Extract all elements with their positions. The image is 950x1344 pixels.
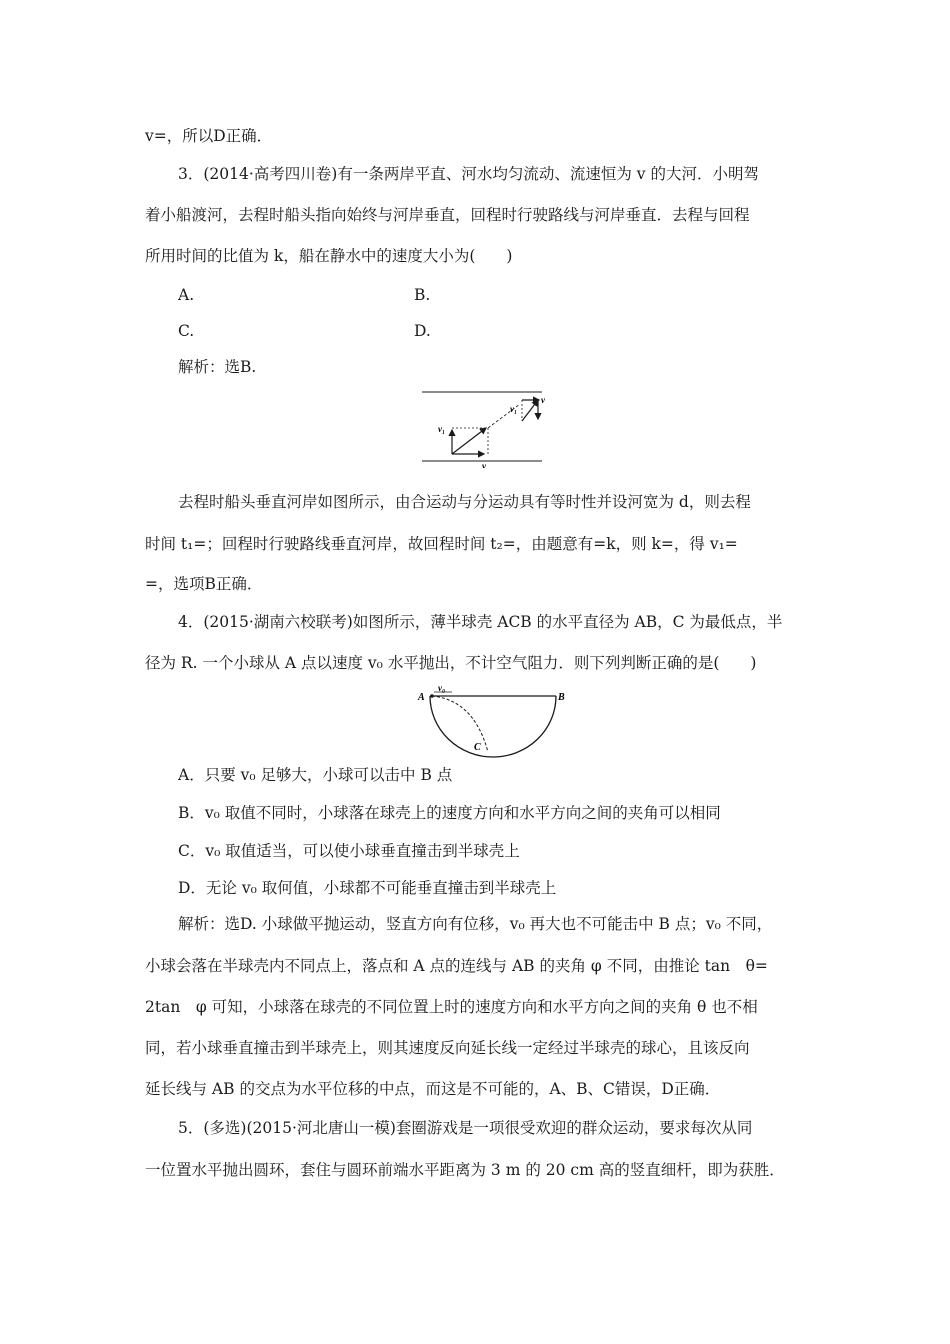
label-v0: v₀ [438,683,446,693]
label-v1-left: v₁ [438,424,446,434]
explanation-4-line-4: 同，若小球垂直撞击到半球壳上，则其速度反向延长线一定经过半球壳的球心，且该反向 [145,1039,750,1057]
resultant-vector [452,428,486,454]
solution-3: 解析：选B. [178,358,257,376]
label-a: A [418,692,425,703]
v1-vector-right [522,400,538,421]
label-v1-right: v₁ [510,404,518,414]
question-3-line-1: 3．(2014·高考四川卷)有一条两岸平直、河水均匀流动、流速恒为 v 的大河．小明驾 [178,165,759,183]
explanation-4-line-1: 解析：选D. 小球做平抛运动，竖直方向有位移，v₀ 再大也不可能击中 B 点；v₀ 不同， [178,915,773,933]
question-4-option-b: B．v₀ 取值不同时，小球落在球壳上的速度方向和水平方向之间的夹角可以相同 [178,804,721,822]
explanation-3-line-1: 去程时船头垂直河岸如图所示，由合运动与分运动具有等时性并设河宽为 d，则去程 [178,493,751,511]
question-5-line-1: 5．(多选)(2015·河北唐山一模)套圈游戏是一项很受欢迎的群众运动，要求每次从同 [178,1119,753,1137]
label-c: C [474,742,481,753]
text-line: v=，所以D正确． [145,127,273,145]
ball [430,694,434,698]
question-5-line-2: 一位置水平抛出圆环，套住与圆环前端水平距离为 3 m 的 20 cm 高的竖直细杆，即为获胜． [145,1161,785,1179]
explanation-4-line-2: 小球会落在半球壳内不同点上，落点和 A 点的连线与 AB 的夹角 φ 不同，由推论 tan θ= [145,957,768,975]
question-3-line-2: 着小船渡河，去程时船头指向始终与河岸垂直，回程时行驶路线与河岸垂直．去程与回程 [145,206,750,224]
explanation-3-line-2: 时间 t₁=；回程时行驶路线垂直河岸，故回程时间 t₂=，由题意有=k，则 k=，得 v₁= [145,535,738,553]
question-4-option-c: C．v₀ 取值适当，可以使小球垂直撞击到半球壳上 [178,842,520,860]
option-c: C. [178,322,195,340]
explanation-4-line-5: 延长线与 AB 的交点为水平位移的中点，而这是不可能的，A、B、C错误，D正确． [145,1080,721,1098]
question-4-option-a: A．只要 v₀ 足够大，小球可以击中 B 点 [178,766,453,784]
question-4-option-d: D．无论 v₀ 取何值，小球都不可能垂直撞击到半球壳上 [178,879,557,897]
question-3-line-3: 所用时间的比值为 k，船在静水中的速度大小为( ) [145,247,513,265]
option-d: D. [414,322,431,340]
explanation-3-line-3: =，选项B正确． [145,575,263,593]
option-a: A. [178,286,195,304]
hemisphere-figure [412,682,572,760]
question-4-line-1: 4．(2015·湖南六校联考)如图所示，薄半球壳 ACB 的水平直径为 AB，C 为最低点，半 [178,613,783,631]
label-b: B [558,692,565,703]
hemisphere-shell [430,696,556,757]
river-crossing-figure [418,386,546,468]
label-v-right: v [541,395,545,405]
option-b: B. [414,286,431,304]
question-4-line-2: 径为 R. 一个小球从 A 点以速度 v₀ 水平抛出，不计空气阻力．则下列判断正确的是( ) [145,654,757,672]
label-v-bottom: v [482,461,486,468]
explanation-4-line-3: 2tan φ 可知，小球落在球壳的不同位置上时的速度方向和水平方向之间的夹角 θ 也不相 [145,998,758,1016]
